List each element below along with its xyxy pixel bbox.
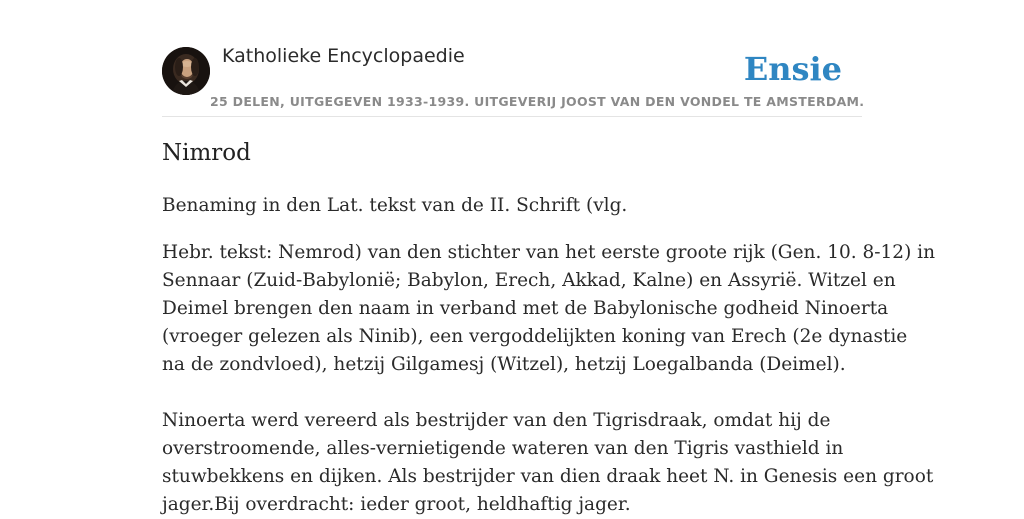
article-title: Nimrod xyxy=(162,140,251,166)
portrait-avatar-icon[interactable] xyxy=(162,47,210,95)
page xyxy=(162,0,935,515)
paragraph-line: overstroomende, alles-vernietigende wateren van den Tigris vasthield in xyxy=(162,438,844,459)
encyclopedia-subtitle: 25 DELEN, UITGEGEVEN 1933-1939. UITGEVERIJ JOOST VAN DEN VONDEL TE AMSTERDAM. xyxy=(210,94,865,109)
article-paragraph-1: Benaming in den Lat. tekst van de II. Schrift (vlg. xyxy=(162,195,628,216)
paragraph-line: Sennaar (Zuid-Babylonië; Babylon, Erech, Akkad, Kalne) en Assyrië. Witzel en xyxy=(162,270,896,291)
paragraph-line: na de zondvloed), hetzij Gilgamesj (Witzel), hetzij Loegalbanda (Deimel). xyxy=(162,354,846,375)
paragraph-line: jager.Bij overdracht: ieder groot, heldhaftig jager. xyxy=(162,494,631,515)
ensie-logo-link[interactable]: Ensie xyxy=(743,50,842,88)
paragraph-line: Deimel brengen den naam in verband met de Babylonische godheid Ninoerta xyxy=(162,298,889,319)
header xyxy=(162,0,865,117)
paragraph-line: Ninoerta werd vereerd als bestrijder van den Tigrisdraak, omdat hij de xyxy=(162,410,831,431)
paragraph-line: Hebr. tekst: Nemrod) van den stichter van het eerste groote rijk (Gen. 10. 8-12) in xyxy=(162,242,935,263)
article-paragraph-3 xyxy=(162,407,934,519)
encyclopedia-title[interactable]: Katholieke Encyclopaedie xyxy=(222,45,465,67)
portrait-image xyxy=(162,47,210,95)
paragraph-line: (vroeger gelezen als Ninib), een vergoddelijkten koning van Erech (2e dynastie xyxy=(162,326,908,347)
article-paragraph-2 xyxy=(162,239,935,379)
paragraph-line: stuwbekkens en dijken. Als bestrijder van dien draak heet N. in Genesis een groot xyxy=(162,466,934,487)
